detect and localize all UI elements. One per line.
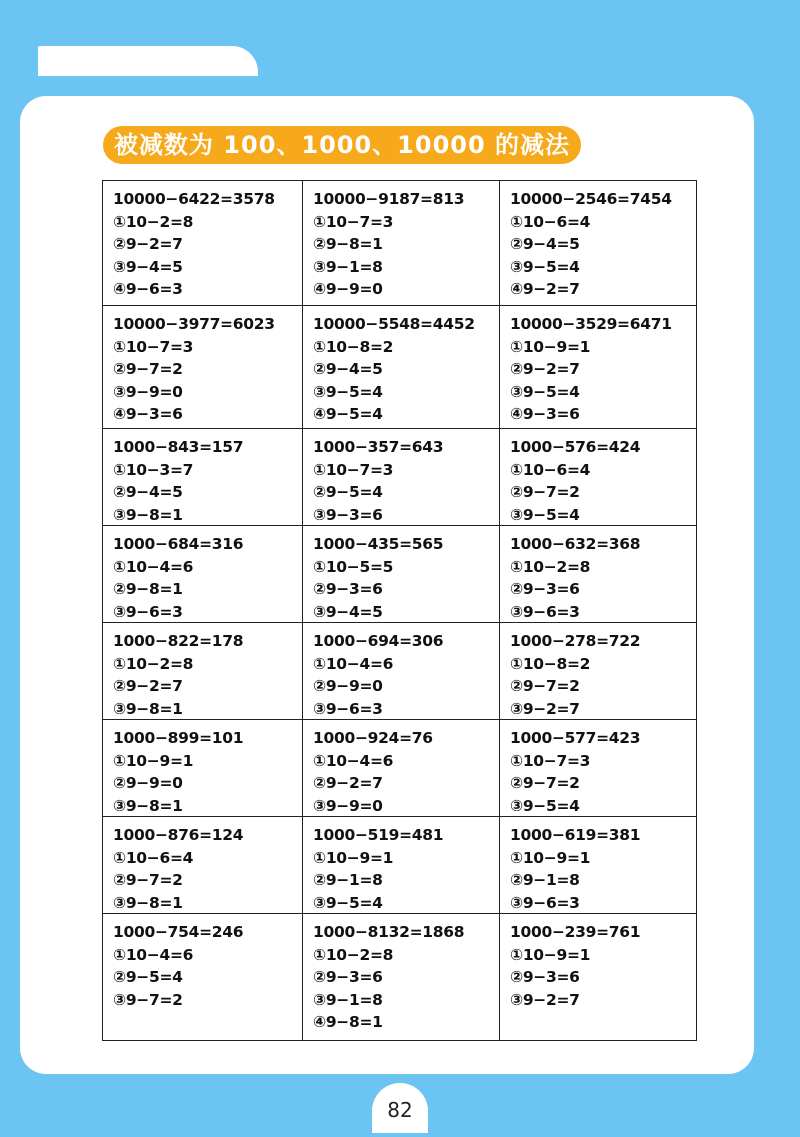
exercise-cell (500, 720, 696, 817)
equation-text: 1000−519=481 (313, 826, 444, 844)
exercise-table (102, 180, 697, 1041)
step-text: ②9−7=2 (510, 774, 580, 793)
step-text: ②9−4=5 (313, 360, 383, 379)
exercise-cell (500, 817, 696, 914)
step-text: ④9−3=6 (510, 405, 580, 424)
step-text: ①10−4=6 (113, 557, 194, 576)
exercise-cell (500, 429, 696, 526)
equation-text: 1000−239=761 (510, 923, 641, 941)
step-text: ①10−5=5 (313, 557, 394, 576)
step-text: ②9−7=2 (113, 871, 183, 890)
step-text: ④9−9=0 (313, 280, 383, 299)
exercise-cell (500, 914, 696, 1040)
equation-text: 1000−576=424 (510, 438, 641, 456)
step-text: ①10−8=2 (510, 654, 591, 673)
step-text: ③9−1=8 (313, 990, 383, 1009)
step-text: ②9−5=4 (313, 483, 383, 502)
step-text: ①10−9=1 (510, 945, 591, 964)
exercise-cell (103, 181, 303, 306)
step-text: ②9−8=1 (313, 235, 383, 254)
step-text: ③9−8=1 (113, 699, 183, 718)
step-text: ③9−3=6 (313, 505, 383, 524)
step-text: ①10−6=4 (510, 212, 591, 231)
step-text: ②9−1=8 (313, 871, 383, 890)
step-text: ①10−2=8 (113, 212, 194, 231)
step-text: ①10−2=8 (510, 557, 591, 576)
exercise-cell (103, 720, 303, 817)
step-text: ①10−3=7 (113, 460, 194, 479)
step-text: ①10−4=6 (313, 654, 394, 673)
step-text: ②9−9=0 (313, 677, 383, 696)
page-title: 被减数为 100、1000、10000 的减法 (103, 126, 581, 164)
step-text: ③9−4=5 (313, 602, 383, 621)
step-text: ③9−6=3 (113, 602, 183, 621)
header-tab-decoration (38, 46, 258, 76)
exercise-cell (103, 429, 303, 526)
equation-text: 1000−754=246 (113, 923, 244, 941)
exercise-cell (500, 306, 696, 429)
equation-text: 10000−9187=813 (313, 190, 465, 208)
step-text: ④9−3=6 (113, 405, 183, 424)
exercise-cell (500, 526, 696, 623)
equation-text: 10000−3529=6471 (510, 315, 672, 333)
step-text: ③9−5=4 (313, 382, 383, 401)
step-text: ③9−5=4 (510, 505, 580, 524)
step-text: ②9−8=1 (113, 580, 183, 599)
step-text: ②9−3=6 (510, 580, 580, 599)
step-text: ②9−1=8 (510, 871, 580, 890)
exercise-cell (303, 720, 500, 817)
step-text: ①10−2=8 (113, 654, 194, 673)
equation-text: 1000−694=306 (313, 632, 444, 650)
step-text: ④9−5=4 (313, 405, 383, 424)
equation-text: 1000−822=178 (113, 632, 244, 650)
exercise-cell (303, 306, 500, 429)
step-text: ③9−2=7 (510, 990, 580, 1009)
step-text: ①10−7=3 (510, 751, 591, 770)
equation-text: 10000−5548=4452 (313, 315, 475, 333)
step-text: ①10−9=1 (510, 848, 591, 867)
equation-text: 1000−924=76 (313, 729, 433, 747)
step-text: ③9−5=4 (313, 893, 383, 912)
equation-text: 1000−357=643 (313, 438, 444, 456)
equation-text: 1000−619=381 (510, 826, 641, 844)
exercise-cell (103, 306, 303, 429)
exercise-cell (500, 623, 696, 720)
exercise-cell (500, 181, 696, 306)
exercise-cell (303, 181, 500, 306)
step-text: ①10−7=3 (113, 337, 194, 356)
step-text: ②9−3=6 (510, 968, 580, 987)
step-text: ②9−2=7 (113, 677, 183, 696)
step-text: ③9−8=1 (113, 796, 183, 815)
step-text: ①10−7=3 (313, 460, 394, 479)
step-text: ①10−6=4 (113, 848, 194, 867)
exercise-cell (103, 623, 303, 720)
step-text: ②9−5=4 (113, 968, 183, 987)
equation-text: 1000−278=722 (510, 632, 641, 650)
exercise-cell (303, 526, 500, 623)
exercise-cell (303, 914, 500, 1040)
step-text: ②9−3=6 (313, 580, 383, 599)
page-number: 82 (372, 1083, 428, 1133)
step-text: ②9−7=2 (510, 483, 580, 502)
step-text: ③9−8=1 (113, 505, 183, 524)
step-text: ③9−5=4 (510, 257, 580, 276)
step-text: ②9−2=7 (113, 235, 183, 254)
equation-text: 10000−3977=6023 (113, 315, 275, 333)
step-text: ①10−4=6 (313, 751, 394, 770)
equation-text: 1000−435=565 (313, 535, 444, 553)
step-text: ④9−2=7 (510, 280, 580, 299)
step-text: ①10−8=2 (313, 337, 394, 356)
step-text: ③9−6=3 (313, 699, 383, 718)
equation-text: 1000−876=124 (113, 826, 244, 844)
equation-text: 1000−843=157 (113, 438, 244, 456)
step-text: ①10−9=1 (510, 337, 591, 356)
step-text: ②9−4=5 (113, 483, 183, 502)
step-text: ③9−4=5 (113, 257, 183, 276)
step-text: ②9−9=0 (113, 774, 183, 793)
step-text: ①10−7=3 (313, 212, 394, 231)
exercise-cell (303, 623, 500, 720)
equation-text: 1000−684=316 (113, 535, 244, 553)
equation-text: 1000−8132=1868 (313, 923, 465, 941)
step-text: ③9−5=4 (510, 796, 580, 815)
step-text: ③9−9=0 (113, 382, 183, 401)
step-text: ③9−8=1 (113, 893, 183, 912)
step-text: ②9−3=6 (313, 968, 383, 987)
step-text: ③9−7=2 (113, 990, 183, 1009)
exercise-cell (103, 526, 303, 623)
step-text: ①10−2=8 (313, 945, 394, 964)
exercise-cell (303, 817, 500, 914)
step-text: ②9−2=7 (313, 774, 383, 793)
equation-text: 1000−632=368 (510, 535, 641, 553)
step-text: ②9−4=5 (510, 235, 580, 254)
step-text: ①10−6=4 (510, 460, 591, 479)
equation-text: 10000−2546=7454 (510, 190, 672, 208)
exercise-cell (103, 817, 303, 914)
step-text: ③9−9=0 (313, 796, 383, 815)
step-text: ②9−7=2 (510, 677, 580, 696)
step-text: ③9−1=8 (313, 257, 383, 276)
equation-text: 10000−6422=3578 (113, 190, 275, 208)
step-text: ①10−4=6 (113, 945, 194, 964)
step-text: ③9−6=3 (510, 893, 580, 912)
step-text: ④9−8=1 (313, 1013, 383, 1032)
step-text: ②9−7=2 (113, 360, 183, 379)
exercise-cell (303, 429, 500, 526)
step-text: ②9−2=7 (510, 360, 580, 379)
equation-text: 1000−577=423 (510, 729, 641, 747)
step-text: ③9−2=7 (510, 699, 580, 718)
exercise-cell (103, 914, 303, 1040)
step-text: ①10−9=1 (113, 751, 194, 770)
step-text: ③9−5=4 (510, 382, 580, 401)
step-text: ④9−6=3 (113, 280, 183, 299)
equation-text: 1000−899=101 (113, 729, 244, 747)
step-text: ③9−6=3 (510, 602, 580, 621)
step-text: ①10−9=1 (313, 848, 394, 867)
